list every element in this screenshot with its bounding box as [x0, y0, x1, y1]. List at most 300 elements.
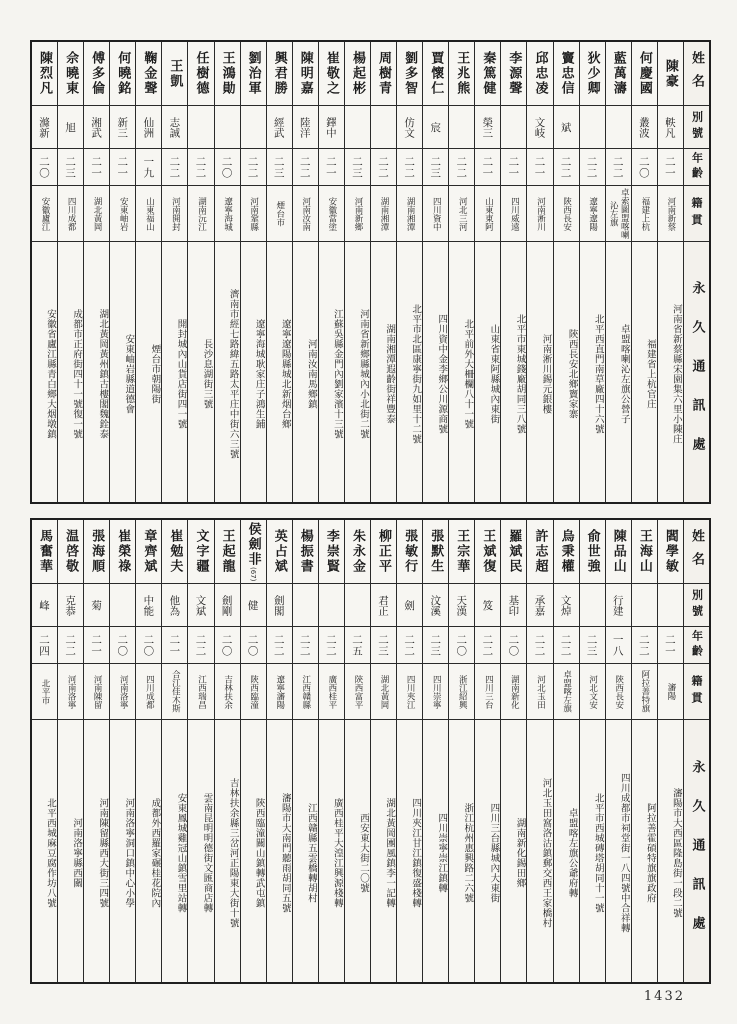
entry-name-text: 閻學敏 [662, 529, 678, 574]
entry-name [606, 42, 631, 106]
entry-name-text: 温啓敬 [63, 529, 79, 574]
entry-name-text: 周樹青 [376, 51, 392, 96]
entry-native: 四川威遠 [501, 186, 526, 242]
entry-name [136, 42, 161, 106]
entry-column [500, 520, 526, 982]
entry-name [658, 42, 683, 106]
entry-age: 二一 [527, 149, 552, 186]
entry-name-text: 陳烈凡 [37, 51, 53, 96]
entry-age: 二一 [162, 627, 187, 664]
entry-native: 陝西富平 [345, 664, 370, 720]
entry-alias: 經武 [267, 106, 292, 149]
entry-age: 二二 [397, 627, 422, 664]
entry-column [318, 42, 344, 502]
column-header-alias: 別號 [684, 106, 709, 149]
entry-address: 北平西城麻豆腐作坊八號 [45, 797, 57, 908]
entry-native: 湖北黃岡 [371, 664, 396, 720]
entry-column [579, 42, 605, 502]
entry-alias: 文焯 [554, 584, 579, 627]
entry-alias [188, 106, 213, 149]
entry-name-text: 俞世強 [584, 529, 600, 574]
entry-native: 煙台市 [267, 186, 292, 242]
entry-native: 河南淅川 [527, 186, 552, 242]
entry-age: 二一 [475, 149, 500, 186]
entry-column [32, 520, 57, 982]
entry-age: 二二 [632, 627, 657, 664]
entry-name-text: 王斌復 [480, 529, 496, 574]
entry-native: 河北玉田 [527, 664, 552, 720]
entry-column [370, 42, 396, 502]
entry-age: 二一 [110, 149, 135, 186]
entry-native: 湖南湘潭 [397, 186, 422, 242]
entry-address: 成都外西羅家碾桂花院內 [149, 797, 161, 908]
entry-name-text: 張敏行 [402, 529, 418, 574]
entry-name [84, 42, 109, 106]
entry-name-text: 傅多倫 [89, 51, 105, 96]
entry-column [83, 42, 109, 502]
entry-native: 陝西長安 [554, 186, 579, 242]
entry-alias: 湘武 [84, 106, 109, 149]
entry-name-text: 張海順 [89, 529, 105, 574]
entry-column [605, 520, 631, 982]
entry-age: 二二 [267, 627, 292, 664]
entry-native: 河南新蔡 [658, 186, 683, 242]
entry-alias [319, 584, 344, 627]
entry-address: 陝西臨潼關山鎮轉武屯鎮 [253, 797, 265, 908]
entry-alias: 志誠 [162, 106, 187, 149]
entry-column [500, 42, 526, 502]
entry-age: 二二 [371, 149, 396, 186]
entry-alias: 叢波 [632, 106, 657, 149]
entry-age: 二〇 [241, 627, 266, 664]
entry-native: 河南汝南 [293, 186, 318, 242]
entry-native: 遼寧遼陽 [580, 186, 605, 242]
entry-name [162, 520, 187, 584]
entry-address: 瀋陽市大南門聽雨胡同五號 [279, 792, 291, 913]
page-number: 1432 [643, 989, 685, 1004]
header-column [683, 520, 709, 982]
entry-name-text: 陳明嘉 [297, 51, 313, 96]
entry-address: 煙台市朝陽街 [149, 343, 161, 404]
entry-column [605, 42, 631, 502]
entry-native: 安徽當塗 [319, 186, 344, 242]
entry-column [396, 42, 422, 502]
entry-alias: 中能 [136, 584, 161, 627]
entry-age: 二〇 [136, 627, 161, 664]
entry-name-text: 王凱 [167, 58, 183, 89]
entry-age: 二二 [527, 627, 552, 664]
entry-native: 河南新鄉 [345, 186, 370, 242]
entry-address: 卓盟喀喇沁左旗公營子 [618, 323, 630, 424]
entry-native: 山東東阿 [475, 186, 500, 242]
entry-alias: 基印 [501, 584, 526, 627]
entry-native: 阿拉善特旗 [632, 664, 657, 720]
entry-alias [501, 106, 526, 149]
entry-alias: 菊 [84, 584, 109, 627]
entry-name [293, 42, 318, 106]
entry-column [240, 42, 266, 502]
entry-address: 濟南市經七路緯五路太平庄中街六三號 [227, 288, 239, 459]
entry-age: 二二 [162, 149, 187, 186]
entry-name [215, 520, 240, 584]
entry-column [370, 520, 396, 982]
entry-age: 二三 [423, 149, 448, 186]
entry-name-text: 狄少卿 [584, 51, 600, 96]
entry-native: 遼寧瀋陽 [267, 664, 292, 720]
entry-age: 二二 [188, 149, 213, 186]
entry-alias: 滌新 [32, 106, 57, 149]
entry-native: 陝西臨潼 [241, 664, 266, 720]
entry-name-text: 邱忠凌 [532, 51, 548, 96]
entry-address: 湖南湘潭遐齡街祥豐泰 [384, 323, 396, 424]
entry-native: 河北文安 [580, 664, 605, 720]
entry-alias: 旭 [58, 106, 83, 149]
entry-name [110, 42, 135, 106]
entry-age: 二三 [423, 627, 448, 664]
entry-native: 北平市 [32, 664, 57, 720]
entry-column [657, 42, 683, 502]
entry-address: 安東鳳城雞冠山鎮雪里站轉 [175, 792, 187, 913]
entry-column [448, 42, 474, 502]
entry-address: 江西贛縣五雲橋轉胡村 [305, 802, 317, 903]
entry-address: 湖北黃岡團風鎮李一記轉 [384, 797, 396, 908]
entry-alias [580, 106, 605, 149]
entry-address: 湖南新化錫田鄉 [514, 817, 526, 888]
entry-address: 河南陳留縣西大街三四號 [97, 797, 109, 908]
entry-native: 福建上杭 [632, 186, 657, 242]
entry-address: 四川資中金李鄉公川源商號 [436, 313, 448, 434]
entry-name-text: 賈懷仁 [428, 51, 444, 96]
entry-native: 四川成都 [136, 664, 161, 720]
entry-name [241, 520, 266, 584]
entry-name-text: 楊起彬 [349, 51, 365, 96]
entry-native: 湖南湘潭 [371, 186, 396, 242]
column-header-age: 年齡 [684, 627, 709, 664]
entry-native: 河北三河 [449, 186, 474, 242]
entry-column [474, 520, 500, 982]
entry-alias [293, 584, 318, 627]
entry-address: 北平前外大柵欄八十一號 [462, 318, 474, 429]
entry-native: 江西瑞昌 [188, 664, 213, 720]
entry-name [475, 520, 500, 584]
entry-column [187, 42, 213, 502]
entry-name [449, 42, 474, 106]
entry-name-text: 崔榮祿 [115, 529, 131, 574]
entry-name-text: 任樹德 [193, 51, 209, 96]
entry-age: 二二 [449, 149, 474, 186]
entry-name-text: 王宗華 [454, 529, 470, 574]
entry-native: 四川成都 [58, 186, 83, 242]
entry-column [57, 42, 83, 502]
entry-alias [449, 106, 474, 149]
entry-column [422, 42, 448, 502]
entry-name-text: 佘曉東 [63, 51, 79, 96]
entry-age: 二一 [319, 149, 344, 186]
entry-address: 卓盟喀左旗公爺府轉 [566, 807, 578, 898]
entry-name [423, 42, 448, 106]
entry-age: 二一 [84, 149, 109, 186]
entry-age: 二三 [58, 149, 83, 186]
entry-alias [580, 584, 605, 627]
entry-column [57, 520, 83, 982]
entry-name [501, 520, 526, 584]
entry-name-text: 何慶國 [636, 51, 652, 96]
entry-address: 河南洛寧洞口鎮中心小學 [123, 797, 135, 908]
entry-age: 二一 [658, 627, 683, 664]
entry-address: 遼寧海城耿家庄子鴻生鋪 [253, 318, 265, 429]
entry-alias: 笈 [475, 584, 500, 627]
entry-name [162, 42, 187, 106]
entry-name [658, 520, 683, 584]
entry-address: 瀋陽市大西區隆島街一段二號 [670, 787, 682, 918]
entry-address: 北平西直門南草廠四十六號 [592, 313, 604, 434]
entry-name [267, 520, 292, 584]
entry-alias: 斌 [554, 106, 579, 149]
entry-address: 北平市東城錢廠胡同三八號 [514, 313, 526, 434]
entry-column [553, 42, 579, 502]
entry-address: 四川崇寧崇江鎮轉 [436, 812, 448, 893]
entry-name-text: 王鴻勛 [219, 51, 235, 96]
entry-name [397, 42, 422, 106]
entry-name-text: 張默生 [428, 529, 444, 574]
entry-alias: 君正 [371, 584, 396, 627]
entry-column [187, 520, 213, 982]
entry-alias: 天漢 [449, 584, 474, 627]
entry-native: 遼寧海城 [215, 186, 240, 242]
entry-name-text: 竇忠信 [558, 51, 574, 96]
entry-column [474, 42, 500, 502]
entry-address: 四川三台縣城內大東街 [488, 802, 500, 903]
entry-name [188, 42, 213, 106]
entry-age: 二一 [501, 149, 526, 186]
entry-age: 二二 [241, 149, 266, 186]
entry-alias: 劍閣 [267, 584, 292, 627]
entry-native: 四川資中 [423, 186, 448, 242]
entry-alias: 仙洲 [136, 106, 161, 149]
entry-name [632, 520, 657, 584]
entry-column [422, 520, 448, 982]
header-column [683, 42, 709, 502]
entry-name-text: 文字疆 [193, 529, 209, 574]
column-header-native: 籍貫 [684, 664, 709, 720]
entry-native: 湖南新化 [501, 664, 526, 720]
entry-column [396, 520, 422, 982]
entry-name [554, 520, 579, 584]
entry-address: 河南汝南馬鄉鎮 [305, 338, 317, 409]
entry-name [32, 520, 57, 584]
entry-name [267, 42, 292, 106]
entry-name [554, 42, 579, 106]
entry-alias: 行建 [606, 584, 631, 627]
entry-native: 安東岫岩 [110, 186, 135, 242]
entry-name [449, 520, 474, 584]
entry-address: 浙江杭州惠興路二六號 [462, 802, 474, 903]
entry-address: 安徽省廬江縣青白鄉大烟墩鎮 [45, 308, 57, 439]
entry-native: 河南開封 [162, 186, 187, 242]
entry-name-text: 侯劍非 [245, 521, 261, 567]
entry-name [215, 42, 240, 106]
entry-address: 四川成都市祠堂街一八四號中合祥轉 [618, 772, 630, 933]
entry-alias [606, 106, 631, 149]
column-header-name: 姓名 [684, 520, 709, 584]
entry-alias: 劍剛 [215, 584, 240, 627]
entry-address: 阿拉善霍碩特旗旗政府 [644, 802, 656, 903]
entry-age: 二〇 [215, 627, 240, 664]
entry-column [344, 520, 370, 982]
entry-age: 二〇 [32, 149, 57, 186]
entry-column [266, 42, 292, 502]
entry-name [319, 42, 344, 106]
entry-name-text: 崔敬之 [323, 51, 339, 96]
entry-native: 河南鞏縣 [241, 186, 266, 242]
entry-age: 二四 [32, 627, 57, 664]
entry-age: 二一 [84, 627, 109, 664]
entry-name-text: 鞠金聲 [141, 51, 157, 96]
entry-name-text: 烏秉權 [558, 529, 574, 574]
entry-age: 二〇 [110, 627, 135, 664]
entry-address: 江蘇吳縣金門內劉家濱十三號 [331, 308, 343, 439]
entry-name-text: 劉治軍 [245, 51, 261, 96]
entry-note: (67) [249, 566, 258, 582]
entry-alias: 陸洋 [293, 106, 318, 149]
entry-name-text: 章齊斌 [141, 529, 157, 574]
column-header-alias: 別號 [684, 584, 709, 627]
entry-alias [110, 584, 135, 627]
entry-native: 吉林扶余 [215, 664, 240, 720]
entry-native: 四川三台 [475, 664, 500, 720]
entry-name-text: 王起龍 [219, 529, 235, 574]
entry-name-text: 崔勉夫 [167, 529, 183, 574]
entry-column [526, 42, 552, 502]
entry-native: 廣西桂平 [319, 664, 344, 720]
column-header-name: 姓名 [684, 42, 709, 106]
entry-name [345, 520, 370, 584]
entry-name-text: 羅斌民 [506, 529, 522, 574]
entry-address: 西安東大街二〇號 [357, 812, 369, 893]
entry-column [214, 42, 240, 502]
entry-native: 江西贛縣 [293, 664, 318, 720]
entry-address: 山東省東阿縣城內東街 [488, 323, 500, 424]
entry-age: 一八 [606, 627, 631, 664]
entry-alias: 軼凡 [658, 106, 683, 149]
entry-name [84, 520, 109, 584]
entry-address: 開封城內山貨店街四一號 [175, 318, 187, 429]
column-header-native: 籍貫 [684, 186, 709, 242]
entry-alias: 峰 [32, 584, 57, 627]
entry-name-text: 朱永金 [349, 529, 365, 574]
entry-address: 河南淅川錫元銀樓 [540, 333, 552, 414]
entry-address: 成都市正府街四十一號復一號 [71, 308, 83, 439]
entry-column [292, 520, 318, 982]
entry-alias: 榮三 [475, 106, 500, 149]
entry-address: 陝西長安北鄉竇家寨 [566, 328, 578, 419]
entry-name [110, 520, 135, 584]
column-header-address: 永久通訊處 [684, 242, 709, 502]
entry-native: 合江佳木斯 [162, 664, 187, 720]
entry-age: 二一 [658, 149, 683, 186]
entry-column [32, 42, 57, 502]
entry-native: 浙江紹興 [449, 664, 474, 720]
entry-name-text: 興君勝 [271, 51, 287, 96]
entry-alias: 鐸中 [319, 106, 344, 149]
entry-name-text: 許志超 [532, 529, 548, 574]
entry-name-text: 英占斌 [271, 529, 287, 574]
entry-name [58, 520, 83, 584]
entry-name-text: 李源聲 [506, 51, 522, 96]
entry-alias: 健 [241, 584, 266, 627]
entry-alias [371, 106, 396, 149]
entry-name-text: 柳正平 [376, 529, 392, 574]
entry-age: 二二 [293, 627, 318, 664]
entry-name [58, 42, 83, 106]
entry-alias: 文斌 [188, 584, 213, 627]
entry-address: 雲南昆明明德街文匯商店轉 [201, 792, 213, 913]
entry-alias: 新三 [110, 106, 135, 149]
entry-age: 二二 [606, 149, 631, 186]
entry-native: 河南洛寧 [110, 664, 135, 720]
entry-alias: 文岐 [527, 106, 552, 149]
entry-alias: 承嘉 [527, 584, 552, 627]
entry-name-text: 馬奮華 [37, 529, 53, 574]
entry-native: 陝西長安 [606, 664, 631, 720]
entry-column [161, 42, 187, 502]
entry-age: 二二 [397, 149, 422, 186]
entry-native: 河南洛寧 [58, 664, 83, 720]
entry-alias: 他為 [162, 584, 187, 627]
entry-native: 卓索圖盟喀喇沁左旗 [606, 186, 631, 242]
entry-column [161, 520, 187, 982]
entry-name-text: 何曉銘 [115, 51, 131, 96]
entry-age: 二三 [580, 627, 605, 664]
entry-name [397, 520, 422, 584]
entry-name [319, 520, 344, 584]
entry-alias [345, 584, 370, 627]
entry-address: 吉林扶余縣三岔河正陽東大街十號 [227, 777, 239, 928]
entry-name [32, 42, 57, 106]
entry-column [631, 520, 657, 982]
entry-column [135, 42, 161, 502]
entry-column [135, 520, 161, 982]
entry-column [448, 520, 474, 982]
entry-address: 遼寧遼陽縣城北新烟台鄉 [279, 318, 291, 429]
entry-alias [658, 584, 683, 627]
entry-native: 安徽廬江 [32, 186, 57, 242]
column-header-address: 永久通訊處 [684, 720, 709, 982]
entry-name [188, 520, 213, 584]
entry-column [292, 42, 318, 502]
entry-column [553, 520, 579, 982]
entry-age: 二三 [267, 149, 292, 186]
entry-alias [345, 106, 370, 149]
entry-name-text: 王海山 [636, 529, 652, 574]
entry-native: 山東福山 [136, 186, 161, 242]
entry-address: 安東岫岩縣道德會 [123, 333, 135, 414]
entry-address: 四川夾江甘江鎮復盛棧轉 [410, 797, 422, 908]
entry-column [266, 520, 292, 982]
entry-age: 二三 [371, 627, 396, 664]
entry-age: 二二 [319, 627, 344, 664]
entry-name [527, 520, 552, 584]
entry-address: 北平市北區康寧街九如里十二號 [410, 303, 422, 444]
entry-column [109, 42, 135, 502]
entry-name-text: 秦篤健 [480, 51, 496, 96]
entry-column [579, 520, 605, 982]
entry-column [631, 42, 657, 502]
entry-name-text: 王兆熊 [454, 51, 470, 96]
entry-age: 二二 [580, 149, 605, 186]
entry-age: 二〇 [632, 149, 657, 186]
entry-name-text: 藍萬濤 [610, 51, 626, 96]
